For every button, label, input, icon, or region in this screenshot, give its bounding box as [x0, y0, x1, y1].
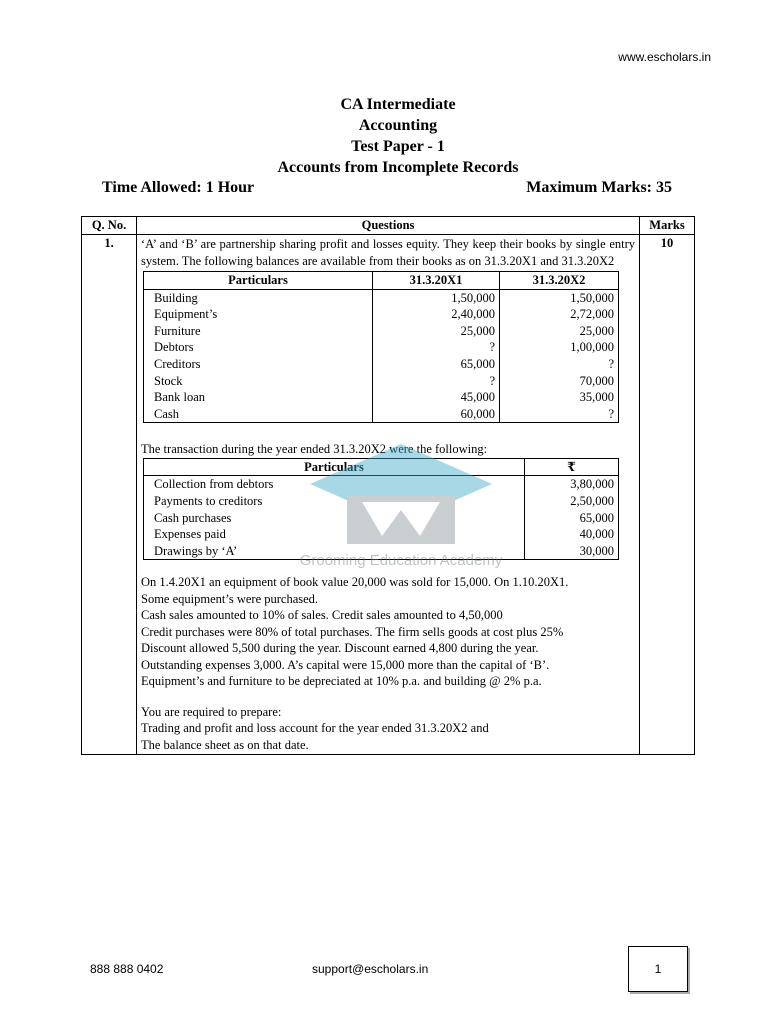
transactions-table	[143, 458, 619, 561]
transactions-label: Drawings by ‘A’	[144, 543, 525, 560]
additional-information	[141, 574, 635, 690]
page-number-box	[628, 946, 688, 992]
transactions-header-amount: ₹	[525, 458, 619, 476]
footer-email[interactable]: support@escholars.in	[312, 962, 429, 976]
paper-title: Test Paper - 1	[351, 138, 445, 155]
requirement-line: You are required to prepare:	[141, 704, 282, 719]
header-marks: Marks	[640, 217, 695, 235]
transactions-value: 3,80,000	[525, 476, 619, 493]
time-allowed: Time Allowed: 1 Hour	[102, 179, 255, 196]
balances-label: Equipment’s	[144, 306, 373, 323]
title-block	[0, 94, 768, 178]
question-marks: 10	[640, 235, 695, 755]
balances-label: Cash	[144, 406, 373, 423]
balances-value: ?	[373, 339, 500, 356]
transactions-header-particulars: Particulars	[144, 458, 525, 476]
question-number: 1.	[82, 235, 137, 755]
question-body	[137, 235, 640, 755]
table-row	[144, 543, 619, 560]
transactions-label: Payments to creditors	[144, 493, 525, 510]
balances-value: 45,000	[373, 389, 500, 406]
note-line: Some equipment’s were purchased.	[141, 591, 319, 606]
balances-label: Furniture	[144, 323, 373, 340]
balances-table	[143, 271, 619, 423]
question-table	[81, 216, 695, 755]
balances-value: ?	[373, 373, 500, 390]
table-row	[144, 356, 619, 373]
table-row	[144, 323, 619, 340]
note-line: Cash sales amounted to 10% of sales. Credit sales amounted to 4,50,000	[141, 608, 503, 623]
balances-value: 1,50,000	[500, 289, 619, 306]
transactions-value: 2,50,000	[525, 493, 619, 510]
requirement-line: The balance sheet as on that date.	[141, 737, 309, 752]
transactions-label: Expenses paid	[144, 526, 525, 543]
balances-value: 2,40,000	[373, 306, 500, 323]
balances-label: Stock	[144, 373, 373, 390]
watermark-text: Grooming Education Academy	[299, 552, 503, 569]
table-row	[144, 510, 619, 527]
balances-value: 60,000	[373, 406, 500, 423]
maximum-marks: Maximum Marks: 35	[526, 179, 672, 196]
balances-value: 1,50,000	[373, 289, 500, 306]
transactions-label: Cash purchases	[144, 510, 525, 527]
site-url[interactable]: www.escholars.in	[618, 50, 711, 64]
table-row	[144, 526, 619, 543]
note-line: Discount allowed 5,500 during the year. Discount earned 4,800 during the year.	[141, 641, 539, 656]
course-title: CA Intermediate	[340, 96, 456, 113]
footer-phone: 888 888 0402	[90, 962, 164, 976]
balances-header-particulars: Particulars	[144, 272, 373, 290]
header-qno: Q. No.	[82, 217, 137, 235]
question-row	[82, 235, 695, 755]
subject-title: Accounting	[358, 117, 438, 134]
meta-row	[102, 179, 672, 197]
table-row	[144, 339, 619, 356]
balances-value: 65,000	[373, 356, 500, 373]
note-line: Outstanding expenses 3,000. A’s capital were 15,000 more than the capital of ‘B’.	[141, 657, 550, 672]
requirements	[141, 704, 635, 754]
balances-label: Debtors	[144, 339, 373, 356]
header-questions: Questions	[137, 217, 640, 235]
topic-title: Accounts from Incomplete Records	[277, 159, 519, 176]
transactions-label: Collection from debtors	[144, 476, 525, 493]
balances-label: Creditors	[144, 356, 373, 373]
balances-header-year2: 31.3.20X2	[500, 272, 619, 290]
question-table-header	[82, 217, 695, 235]
transactions-value: 65,000	[525, 510, 619, 527]
table-row	[144, 373, 619, 390]
balances-value: 25,000	[373, 323, 500, 340]
balances-value: ?	[500, 406, 619, 423]
requirement-line: Trading and profit and loss account for the year ended 31.3.20X2 and	[141, 721, 489, 736]
balances-value: 35,000	[500, 389, 619, 406]
question-intro: ‘A’ and ‘B’ are partnership sharing profit and losses equity. They keep their books by single entry system. The following balances are available from their books as on 31.3.20X1 and 31.3.20X2	[141, 237, 635, 268]
transactions-caption: The transaction during the year ended 31.3.20X2 were the following:	[141, 442, 488, 457]
note-line: Equipment’s and furniture to be depreciated at 10% p.a. and building @ 2% p.a.	[141, 674, 542, 689]
page-number: 1	[654, 962, 662, 976]
note-line: Credit purchases were 80% of total purchases. The firm sells goods at cost plus 25%	[141, 624, 564, 639]
balances-value: ?	[500, 356, 619, 373]
balances-value: 25,000	[500, 323, 619, 340]
balances-value: 1,00,000	[500, 339, 619, 356]
transactions-value: 40,000	[525, 526, 619, 543]
table-row	[144, 476, 619, 493]
table-row	[144, 389, 619, 406]
balances-label: Bank loan	[144, 389, 373, 406]
table-row	[144, 306, 619, 323]
table-row	[144, 289, 619, 306]
note-line: On 1.4.20X1 an equipment of book value 20,000 was sold for 15,000. On 1.10.20X1.	[141, 575, 569, 590]
balances-value: 2,72,000	[500, 306, 619, 323]
table-row	[144, 406, 619, 423]
table-row	[144, 493, 619, 510]
balances-header-year1: 31.3.20X1	[373, 272, 500, 290]
balances-value: 70,000	[500, 373, 619, 390]
balances-label: Building	[144, 289, 373, 306]
transactions-value: 30,000	[525, 543, 619, 560]
